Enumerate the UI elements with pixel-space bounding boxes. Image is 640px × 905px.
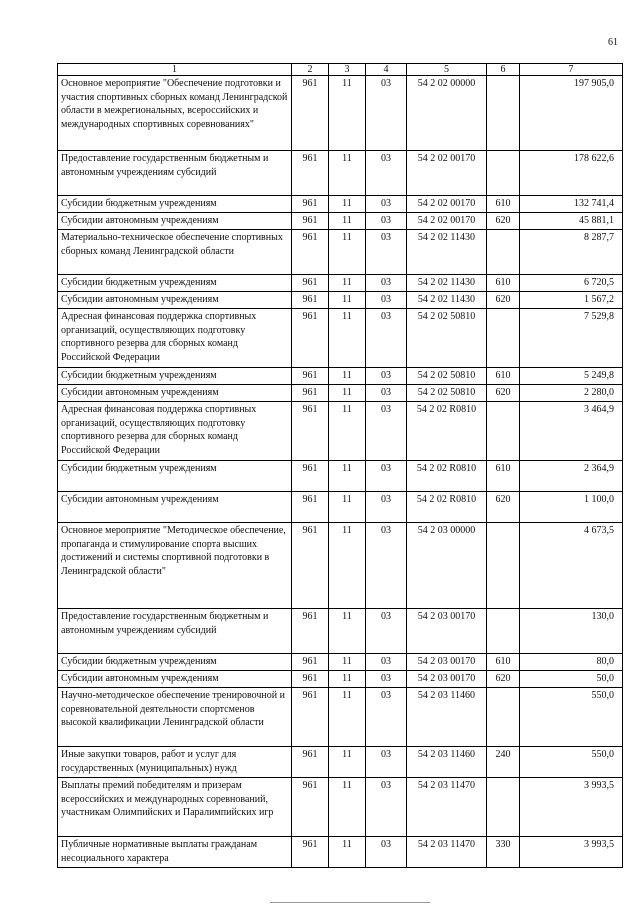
cell-col6 [487,609,520,654]
table-row [58,230,623,275]
cell-col5: 54 2 03 00170 [407,671,487,688]
cell-col6 [487,151,520,196]
cell-col4: 03 [366,671,407,688]
cell-col4: 03 [366,837,407,868]
cell-col3: 11 [329,402,366,461]
cell-amount: 5 249,8 [520,368,623,385]
cell-col3: 11 [329,76,366,151]
cell-col6: 620 [487,671,520,688]
cell-name: Субсидии бюджетным учреждениям [58,654,292,671]
cell-col5: 54 2 03 11470 [407,778,487,837]
cell-col4: 03 [366,368,407,385]
header-cell: 1 [58,64,292,76]
cell-amount: 6 720,5 [520,275,623,292]
cell-name: Адресная финансовая поддержка спортивных организаций, осуществляющих подготовку спортивного резерва для сборных команд Российской Федерации [58,402,292,461]
cell-name: Материально-техническое обеспечение спортивных сборных команд Ленинградской области [58,230,292,275]
cell-col4: 03 [366,385,407,402]
cell-col2: 961 [292,671,329,688]
cell-col6: 330 [487,837,520,868]
cell-col3: 11 [329,778,366,837]
cell-amount: 178 622,6 [520,151,623,196]
cell-name: Субсидии автономным учреждениям [58,213,292,230]
cell-col2: 961 [292,492,329,523]
cell-col6: 610 [487,368,520,385]
cell-amount: 8 287,7 [520,230,623,275]
cell-amount: 1 100,0 [520,492,623,523]
cell-col6 [487,523,520,609]
cell-name: Адресная финансовая поддержка спортивных организаций, осуществляющих подготовку спортивного резерва для сборных команд Российской Федерации [58,309,292,368]
cell-amount: 550,0 [520,688,623,747]
cell-col3: 11 [329,492,366,523]
cell-col2: 961 [292,76,329,151]
cell-col4: 03 [366,492,407,523]
cell-col3: 11 [329,609,366,654]
cell-col2: 961 [292,609,329,654]
cell-col3: 11 [329,196,366,213]
cell-name: Иные закупки товаров, работ и услуг для государственных (муниципальных) нужд [58,747,292,778]
cell-col2: 961 [292,837,329,868]
cell-col4: 03 [366,523,407,609]
cell-col4: 03 [366,654,407,671]
header-cell: 2 [292,64,329,76]
cell-amount: 197 905,0 [520,76,623,151]
cell-name: Публичные нормативные выплаты гражданам несоциального характера [58,837,292,868]
budget-table [57,63,623,868]
cell-col6 [487,402,520,461]
cell-col5: 54 2 03 11470 [407,837,487,868]
cell-col5: 54 2 02 00170 [407,196,487,213]
cell-name: Выплаты премий победителям и призерам всероссийских и международных соревнований, участникам Олимпийских и Паралимпийских игр [58,778,292,837]
table-row [58,76,623,151]
cell-name: Основное мероприятие "Методическое обеспечение, пропаганда и стимулирование спорта высших достижений и системы спортивной подготовки в Ленинградской области" [58,523,292,609]
cell-col4: 03 [366,213,407,230]
cell-col6: 610 [487,654,520,671]
cell-amount: 2 364,9 [520,461,623,492]
cell-amount: 45 881,1 [520,213,623,230]
cell-col2: 961 [292,385,329,402]
cell-col4: 03 [366,309,407,368]
cell-amount: 132 741,4 [520,196,623,213]
cell-col2: 961 [292,213,329,230]
cell-amount: 2 280,0 [520,385,623,402]
cell-amount: 130,0 [520,609,623,654]
cell-name: Субсидии бюджетным учреждениям [58,275,292,292]
cell-col6: 620 [487,385,520,402]
cell-col3: 11 [329,368,366,385]
cell-name: Субсидии автономным учреждениям [58,292,292,309]
cell-col5: 54 2 02 00170 [407,213,487,230]
cell-col5: 54 2 02 50810 [407,385,487,402]
cell-col2: 961 [292,461,329,492]
cell-col3: 11 [329,275,366,292]
cell-name: Субсидии автономным учреждениям [58,385,292,402]
cell-col2: 961 [292,292,329,309]
cell-col3: 11 [329,151,366,196]
cell-amount: 7 529,8 [520,309,623,368]
cell-col3: 11 [329,461,366,492]
table-row [58,654,623,671]
cell-name: Основное мероприятие "Обеспечение подготовки и участия спортивных сборных команд Ленинградской области в межрегиональных, всероссийских и международных спортивных соревнованиях" [58,76,292,151]
cell-col4: 03 [366,275,407,292]
table-row [58,151,623,196]
header-cell: 5 [407,64,487,76]
cell-col6: 610 [487,275,520,292]
cell-col6 [487,230,520,275]
cell-col6: 240 [487,747,520,778]
cell-col3: 11 [329,385,366,402]
cell-col3: 11 [329,837,366,868]
cell-col2: 961 [292,747,329,778]
cell-col5: 54 2 03 11460 [407,688,487,747]
cell-col6 [487,309,520,368]
header-row [58,64,623,76]
cell-col5: 54 2 02 R0810 [407,402,487,461]
cell-col2: 961 [292,230,329,275]
cell-name: Предоставление государственным бюджетным и автономным учреждениям субсидий [58,609,292,654]
cell-col5: 54 2 02 11430 [407,230,487,275]
table-body [58,76,623,868]
cell-col2: 961 [292,151,329,196]
cell-col6: 610 [487,461,520,492]
cell-col3: 11 [329,213,366,230]
cell-name: Научно-методическое обеспечение тренировочной и соревновательной деятельности спортсменов высокой квалификации Ленинградской области [58,688,292,747]
cell-col5: 54 2 02 R0810 [407,492,487,523]
cell-col3: 11 [329,747,366,778]
cell-col5: 54 2 02 00170 [407,151,487,196]
cell-col4: 03 [366,778,407,837]
cell-name: Субсидии автономным учреждениям [58,492,292,523]
cell-col4: 03 [366,230,407,275]
cell-col5: 54 2 03 00000 [407,523,487,609]
cell-col5: 54 2 02 R0810 [407,461,487,492]
cell-col3: 11 [329,292,366,309]
cell-col2: 961 [292,275,329,292]
cell-amount: 4 673,5 [520,523,623,609]
cell-col4: 03 [366,688,407,747]
table-row [58,402,623,461]
cell-col2: 961 [292,402,329,461]
cell-col5: 54 2 02 50810 [407,368,487,385]
cell-amount: 80,0 [520,654,623,671]
cell-amount: 3 993,5 [520,778,623,837]
cell-col6: 620 [487,492,520,523]
cell-col4: 03 [366,747,407,778]
cell-col3: 11 [329,230,366,275]
table-row [58,385,623,402]
cell-col4: 03 [366,461,407,492]
cell-col2: 961 [292,654,329,671]
cell-col6 [487,76,520,151]
cell-amount: 550,0 [520,747,623,778]
cell-col5: 54 2 03 00170 [407,609,487,654]
cell-name: Предоставление государственным бюджетным и автономным учреждениям субсидий [58,151,292,196]
cell-col3: 11 [329,523,366,609]
table-row [58,523,623,609]
table-row [58,292,623,309]
cell-col2: 961 [292,523,329,609]
table-row [58,275,623,292]
cell-amount: 3 993,5 [520,837,623,868]
table-row [58,688,623,747]
scan-mark [270,902,430,903]
header-cell: 4 [366,64,407,76]
cell-col4: 03 [366,292,407,309]
cell-amount: 3 464,9 [520,402,623,461]
cell-col3: 11 [329,688,366,747]
cell-col4: 03 [366,151,407,196]
cell-amount: 50,0 [520,671,623,688]
cell-col4: 03 [366,402,407,461]
header-cell: 7 [520,64,623,76]
table-row [58,778,623,837]
cell-col5: 54 2 03 00170 [407,654,487,671]
cell-col5: 54 2 02 50810 [407,309,487,368]
cell-col6 [487,688,520,747]
table-row [58,213,623,230]
cell-col6: 610 [487,196,520,213]
cell-col2: 961 [292,368,329,385]
cell-col3: 11 [329,671,366,688]
cell-col6 [487,778,520,837]
cell-col5: 54 2 03 11460 [407,747,487,778]
table-row [58,747,623,778]
cell-col2: 961 [292,778,329,837]
header-cell: 6 [487,64,520,76]
table-row [58,609,623,654]
cell-col2: 961 [292,309,329,368]
cell-col2: 961 [292,688,329,747]
cell-col6: 620 [487,213,520,230]
cell-amount: 1 567,2 [520,292,623,309]
cell-col5: 54 2 02 11430 [407,292,487,309]
table-row [58,196,623,213]
cell-col6: 620 [487,292,520,309]
page-number: 61 [608,37,618,48]
cell-col2: 961 [292,196,329,213]
cell-col3: 11 [329,309,366,368]
cell-col4: 03 [366,196,407,213]
cell-col5: 54 2 02 11430 [407,275,487,292]
table-row [58,837,623,868]
cell-col4: 03 [366,609,407,654]
cell-name: Субсидии бюджетным учреждениям [58,461,292,492]
table-row [58,461,623,492]
cell-col4: 03 [366,76,407,151]
cell-col5: 54 2 02 00000 [407,76,487,151]
table-row [58,309,623,368]
cell-name: Субсидии бюджетным учреждениям [58,368,292,385]
table-row [58,671,623,688]
cell-col3: 11 [329,654,366,671]
cell-name: Субсидии бюджетным учреждениям [58,196,292,213]
table-row [58,368,623,385]
cell-name: Субсидии автономным учреждениям [58,671,292,688]
table-row [58,492,623,523]
header-cell: 3 [329,64,366,76]
